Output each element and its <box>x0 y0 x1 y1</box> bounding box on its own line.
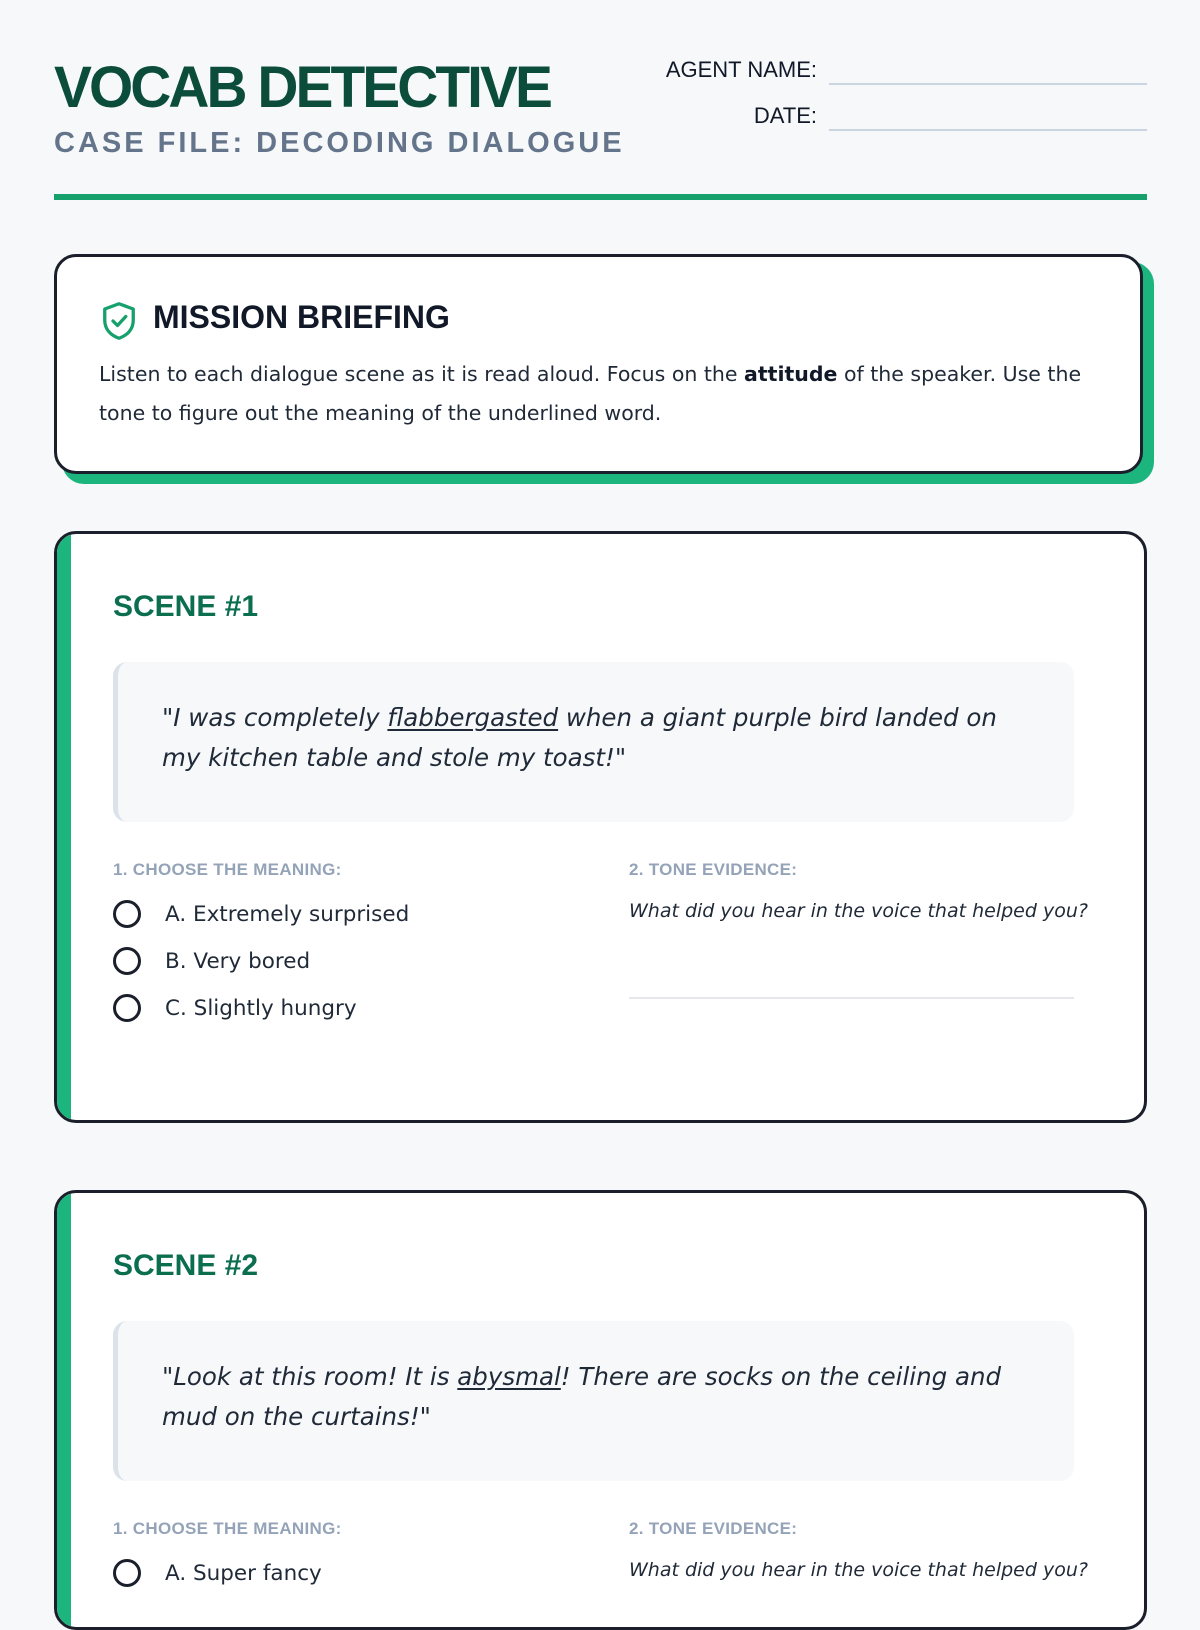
scene-accent-stripe <box>57 1193 71 1627</box>
quote-part: "I was completely <box>162 703 388 732</box>
page-title: VOCAB DETECTIVE <box>54 55 550 120</box>
briefing-text-part: of the speaker. Use the tone to figure out the meaning of the underlined word. <box>99 362 1082 425</box>
date-field[interactable] <box>829 129 1147 131</box>
radio-button[interactable] <box>113 900 141 928</box>
tone-evidence-answer-line[interactable] <box>629 997 1074 999</box>
agent-fields <box>627 56 1147 146</box>
scene-title: SCENE #1 <box>113 590 259 623</box>
option-label: C. Slightly hungry <box>165 996 357 1021</box>
date-label: DATE: <box>753 103 817 128</box>
tone-evidence-label: 2. TONE EVIDENCE: <box>629 1519 798 1538</box>
agent-name-label: AGENT NAME: <box>665 57 817 82</box>
date-row <box>627 102 1147 136</box>
radio-button[interactable] <box>113 1559 141 1587</box>
answer-option-b[interactable] <box>113 947 553 981</box>
dialogue-quote-box <box>113 1321 1074 1481</box>
option-label: A. Super fancy <box>165 1561 322 1586</box>
scene-card-2 <box>54 1190 1147 1630</box>
worksheet-header <box>54 56 1147 201</box>
mission-briefing-card <box>54 254 1143 474</box>
answer-option-c[interactable] <box>113 994 553 1028</box>
briefing-text-part: Listen to each dialogue scene as it is read aloud. Focus on the <box>99 362 745 386</box>
scene-title: SCENE #2 <box>113 1249 259 1282</box>
briefing-text <box>99 355 1099 433</box>
dialogue-quote-box <box>113 662 1074 822</box>
vocab-word: flabbergasted <box>387 703 559 732</box>
briefing-title: MISSION BRIEFING <box>153 299 450 335</box>
briefing-text-emphasis: attitude <box>744 362 838 386</box>
option-label: A. Extremely surprised <box>165 902 410 927</box>
radio-button[interactable] <box>113 947 141 975</box>
tone-evidence-question: What did you hear in the voice that helped you? <box>629 900 1088 922</box>
vocab-word: abysmal <box>457 1362 561 1391</box>
header-divider <box>54 194 1147 200</box>
answer-option-a[interactable] <box>113 900 553 934</box>
quote-part: when a giant purple bird landed on my kitchen table and stole my toast!" <box>162 703 997 772</box>
quote-part: "Look at this room! It is <box>162 1362 458 1391</box>
agent-name-row <box>627 56 1147 90</box>
scene-accent-stripe <box>57 534 71 1120</box>
radio-button[interactable] <box>113 994 141 1022</box>
shield-check-icon <box>101 301 137 341</box>
option-label: B. Very bored <box>165 949 311 974</box>
answer-option-a[interactable] <box>113 1559 553 1593</box>
tone-evidence-label: 2. TONE EVIDENCE: <box>629 860 798 879</box>
dialogue-quote <box>162 698 1032 778</box>
quote-part: ! There are socks on the ceiling and mud on the curtains!" <box>162 1362 1002 1431</box>
dialogue-quote <box>162 1357 1032 1437</box>
choose-meaning-label: 1. CHOOSE THE MEANING: <box>113 860 342 879</box>
scene-card-1 <box>54 531 1147 1123</box>
page-subtitle: CASE FILE: DECODING DIALOGUE <box>54 127 625 159</box>
tone-evidence-question: What did you hear in the voice that helped you? <box>629 1559 1088 1581</box>
agent-name-field[interactable] <box>829 83 1147 85</box>
choose-meaning-label: 1. CHOOSE THE MEANING: <box>113 1519 342 1538</box>
